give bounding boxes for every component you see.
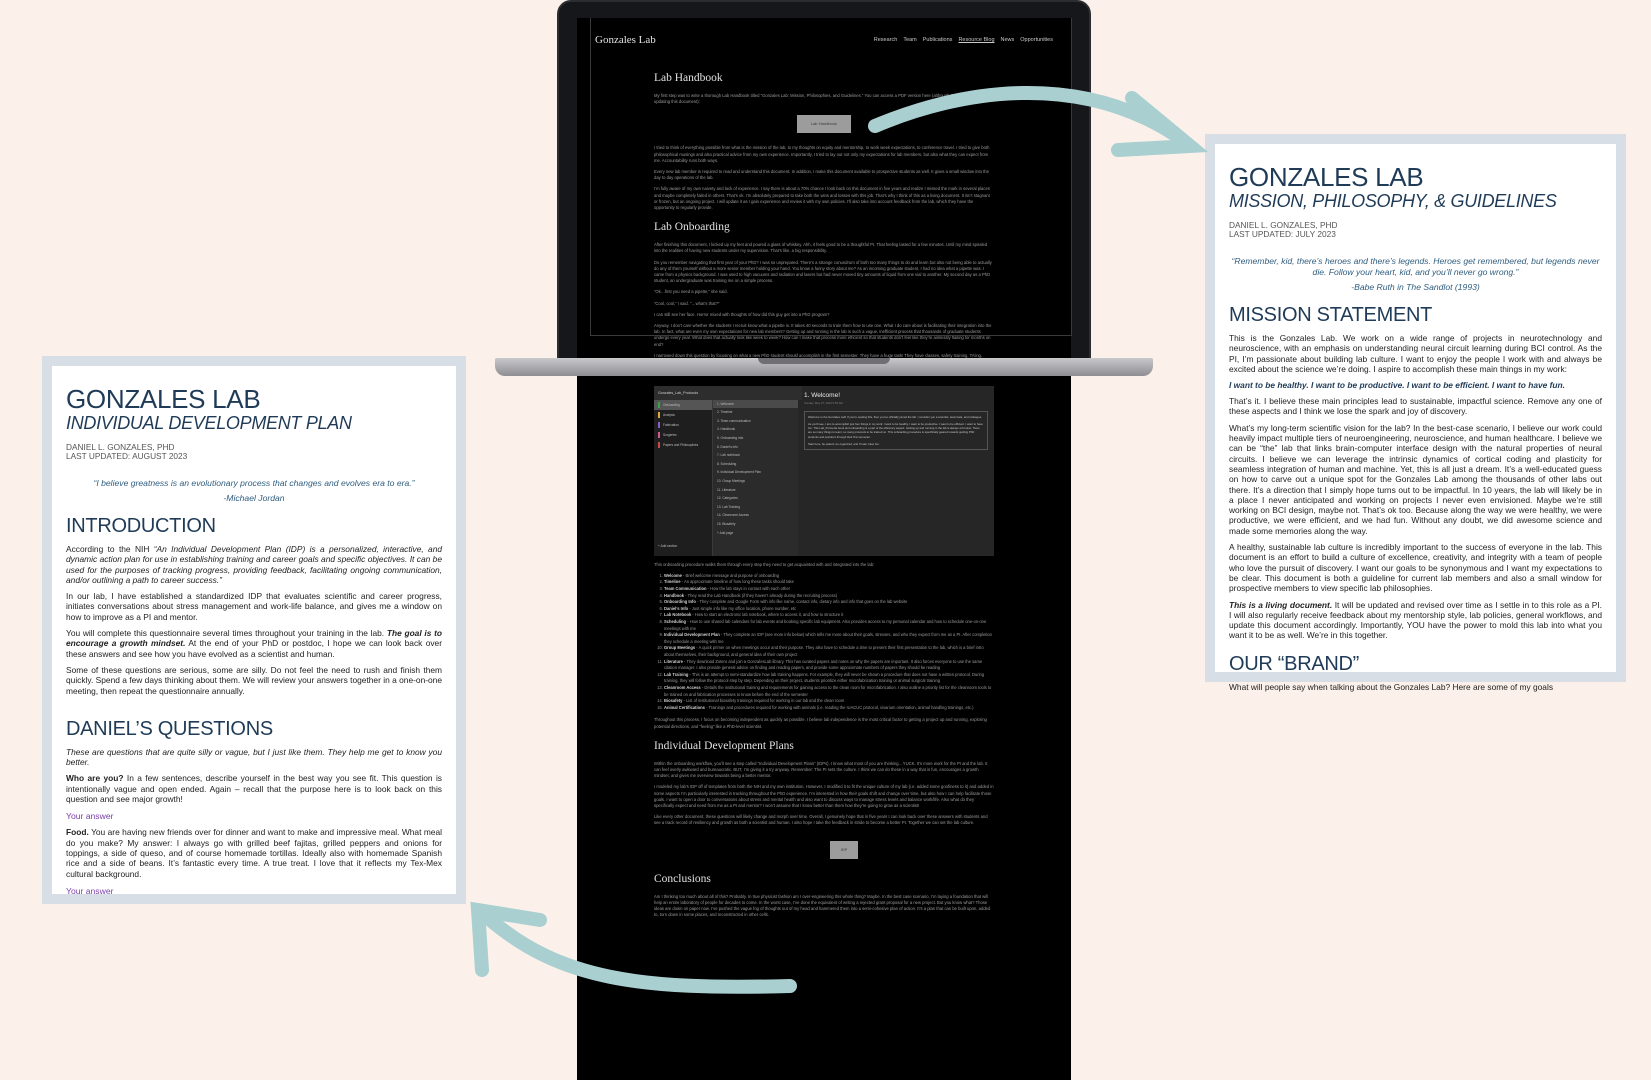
step-name: Daniel’s Info [664, 605, 689, 611]
idp-doc-quote-attribution: -Michael Jordan [223, 493, 285, 503]
dialog-line: “Ok…first you need a pipette,” she said. [654, 289, 728, 295]
nav-opportunities[interactable]: Opportunities [1020, 37, 1053, 43]
idp-doc-title: GONZALES LAB [66, 384, 261, 414]
handbook-paragraph: I’m fully aware of my own naivety and lack of experience. I say there is about a 70% chance I look back on this document in five years and realize I missed the mark in several places and maybe completely failed in others. That’s ok. I’m absolutely prepared to take both the wins and losses with this job. That’s why I think of this as a living document. It isn’t stagnant or frozen, but an ongoing project. I will update it as I gain experience and review it with my own policies. I’ll also take into account feedback from the lab, which they have the opportunity to regularly provide. [654, 186, 990, 211]
intro-p3-tail: At the end of your PhD or postdoc, I hope we can look back over these answers and see how you have evolved as a scientist and human. [66, 638, 442, 659]
step-description: - They complete and Google Form with info like name, contact info, dietary info and info that goes on the lab website [695, 599, 908, 605]
handbook-paragraph: Every new lab member is required to read and understand this document. In addition, I make this document available to prospective students as well. It gives a small window into the day to day operations of the lab. [654, 169, 989, 181]
handbook-doc-subtitle: MISSION, PHILOSOPHY, & GUIDELINES [1229, 191, 1557, 211]
section-label: Surgeries [663, 432, 677, 437]
page-item[interactable]: 13. Lab Training [717, 504, 740, 509]
nav-resource-blog[interactable]: Resource Blog [958, 37, 995, 43]
nav-research[interactable]: Research [873, 37, 898, 43]
step-description: - List of institutional biosafety trainings required for working in our lab and the clean room [682, 698, 845, 704]
step-description: - Details the institutional training and requirements for gaining access to the clean room for microfabrication. I also outline a priority list for the cleanroom tools to be trained on and fabrication processes to know before the end of the semester [664, 684, 992, 697]
step-description: - Trainings and procedures required for working with animals (i.e. reading the IUACUC protocol, vivarium orientation, animal handling trainings, etc.) [704, 704, 974, 710]
nav-publications[interactable]: Publications [922, 37, 953, 43]
section-label: Fabrication [663, 422, 679, 427]
handbook-doc-title: GONZALES LAB [1229, 162, 1424, 192]
add-page-button[interactable]: + Add page [717, 530, 734, 535]
question-text: You are having new friends over for dinner and want to make and impressive meal. What meal do you make? My answer: I always go with grilled beef fajitas, grilled peppers and onions for toppings, a side of queso, and of course homemade tortillas. Ideally also with homemade Spanish rice and a side of beans. It’s fantastic every time. A true treat. I love that it reflects my Tex-Mex cultural background. [66, 827, 442, 879]
page-item[interactable]: 6. Daniel's info [717, 444, 738, 449]
intro-paragraph: Some of these questions are serious, some are silly. Do not feel the need to rush and finish them quickly. Spend a few days thinking about them. We will review your answers together in a one-on-one meeting, then repeat the questionnaire annually. [66, 664, 442, 696]
handbook-doc-updated: LAST UPDATED: JULY 2023 [1229, 229, 1336, 239]
idp-doc-subtitle: INDIVIDUAL DEVELOPMENT PLAN [66, 413, 352, 433]
question-lead: Food. [66, 827, 89, 838]
introduction-heading: INTRODUCTION [66, 515, 216, 537]
handbook-paragraph: I tried to think of everything possible from what is the mission of the lab, to my thoughts on equity and mentorship, to work week expectations, to conference travel. I tried to give both philosophical musings and also practical advice from my own experience. Importantly, I tried to lay out not only my expectations for lab members, but also what they can expect from me. Accountability runs both ways. [654, 145, 990, 163]
notebook-paragraph: As you’ll see, I aim to accomplish just four things in my work: I want to be healthy. I want to be productive. I want to be efficient. I want to have fun. This Lab_Protocols book and onboarding is a part of the efficiency aspect. Getting up and running in the lab is always a bit slow. There are so many things to learn; so many protocols to be trained on. This onboarding procedure is specifically geared towards guiding PhD students and postdocs through their first semester. [808, 421, 983, 439]
mission-paragraph: What’s my long-term scientific vision for the lab? In the best-case scenario, I believe our work could heavily impact multiple tiers of neuroengineering, neuroscience, and human healthcare. I believe we can be “the” lab that links brain-computer interface design with the natural properties of neural circuits. I believe we can leverage the intrinsic dynamics of cortical coding and plasticity for seamless integration of human and machine. Yet, this is all just a dream. It’s a well-educated guess on how to carve out a unique spot for the Gonzales Lab among the thousands of other labs out there. It’s a direction that I simply hope turns out to be impactful. In 10 years, the lab will likely be in a place I never anticipated and working on projects I never even envisioned. Maybe we’re still working on BCI design, maybe not. That’s ok too. Because along the way we were healthy, we were productive, we were efficient, and we had fun. Without any doubt, we did awesome science and made some memories along the way. [1229, 422, 1602, 536]
step-name: Handbook [664, 592, 685, 598]
intro-p3-lead: You will complete this questionnaire several times throughout your training in the lab. [66, 628, 387, 639]
living-document-text: It will be updated and revised over time as I settle in to this role as a PI. I will also regularly receive feedback about my mentorship style, lab policies, general workflows, and update this document accordingly. Importantly, YOU have the power to mold this lab into what you want it to be as well. We’re in this together. [1229, 599, 1602, 641]
page-item[interactable]: 12. Categories [717, 496, 738, 501]
conclusions-paragraph: Am I thinking too much about all of this? Probably. In true physicist fashion am I over-engineering this whole thing? Maybe. In the best case scenario, I’m laying a foundation that will help an entire laboratory of people for decades to come. In the worst case, I’ve done the equivalent of writing a rejected grant proposal for a new project. But you know what? Those ideas are down on paper now. I’ve pushed the vague fog of thoughts out of my head and hammered them into a semi-cohesive plan of action. It’s a plan that can be built upon, added to, torn down in some places, and reconstructed in other cells. [654, 893, 991, 918]
idp-doc-updated: LAST UPDATED: AUGUST 2023 [66, 451, 188, 461]
page-item[interactable]: 5. Onboarding info [717, 436, 744, 441]
onboarding-paragraph: After finishing this document, I kicked up my feet and poured a glass of whiskey. Ahh, it feels good to be a thoughtful PI. That feeling lasted for a few minutes. Until my mind spiraled into the realities of having new students under my supervision. That’s like, a big responsibility. [654, 242, 988, 254]
step-description: - How to start an electronic lab notebook, where to access it, and how to structure it [691, 612, 844, 618]
brand-paragraph: What will people say when talking about the Gonzales Lab? Here are some of my goals [1229, 681, 1554, 692]
section-label: Onboarding [663, 402, 680, 407]
step-description: - They complete an IDP (see more info below) which tells me more about their goals, stresses, and who they expect from me as a PI. After completion they schedule a meeting with me [664, 632, 992, 644]
onboarding-paragraph: I narrowed down this question by focusing on what a new PhD student should accomplish in the first semester. They have a huge task! They have classes, safety training, TA’ing, [654, 352, 983, 358]
notebook-paragraph: Welcome to the Gonzales Lab! If you’re reading this, then you’ve officially joined the lab. I consider you a scientist, teammate, and colleague. [808, 414, 983, 419]
mission-paragraph: A healthy, sustainable lab culture is incredibly important to the success of everyone in the lab. This document is an effort to build a culture of excellence, creativity, and integrity with a team of people who love the pursuit of discovery. I want our goals to be synonymous and I want my expectations to be clear. This document is both a guideline for current lab members and also a small window for prospective members to view specific lab philosophies. [1229, 542, 1602, 594]
page-item[interactable]: 7. Lab notebook [717, 453, 740, 458]
question-text: In a few sentences, describe yourself in the best way you see fit. This question is intentionally vague and open ended. Again – recall that the purpose here is to look back on this question and see major growth! [66, 773, 442, 805]
mission-statement-heading: MISSION STATEMENT [1229, 304, 1433, 326]
questions-intro: These are questions that are quite silly or vague, but I just like them. They help me get to know you better. [66, 746, 442, 768]
add-section-button[interactable]: + Add section [658, 543, 678, 548]
step-name: Onboarding Info [664, 599, 696, 605]
heading-lab-onboarding: Lab Onboarding [654, 221, 730, 234]
heading-conclusions: Conclusions [654, 872, 711, 885]
step-name: Scheduling [664, 619, 687, 625]
site-brand[interactable]: Gonzales Lab [595, 34, 656, 46]
answer-field[interactable]: Your answer [66, 885, 114, 896]
page-item[interactable]: 3. Team communication [717, 418, 751, 423]
steps-outro: Throughout this process, I focus on becoming independent as quickly as possible. I believe lab independence is the most critical factor to getting a project up and running, exploring potential directions, and “feeling” like a PhD-level scientist. [654, 717, 987, 729]
steps-intro: This onboarding procedure walks them through every step they need to get acquainted with and integrated into the lab: [654, 561, 875, 567]
mission-emphasis: I want to be healthy. I want to be productive. I want to be efficient. I want to have fun. [1229, 380, 1565, 391]
step-name: Lab Notebook [664, 612, 692, 618]
idp-paragraph: Like every other document, these questions will likely change and morph over time. Overall, I genuinely hope that in five years I can look back over these answers with students and see a track record of resiliency and growth as both a scientist and human. I also hope I take the feedback in stride to become a better PI. Together we can set the lab culture. [654, 814, 988, 826]
idp-button[interactable]: IDP [830, 841, 858, 859]
page-item[interactable]: 15. Biosafety [717, 522, 736, 526]
step-description: - This is an attempt to semi-standardize how lab training happens. For example, they will never be shown a procedure that does not have a written protocol. During training, they will follow the protocol step by step. Depending on their project, students prioritize either microfabrication training or animal surgical training [664, 671, 985, 684]
section-label: Analysis [663, 412, 675, 417]
intro-lead: According to the NIH [66, 544, 154, 554]
lab-handbook-button[interactable]: Lab Handbook [797, 115, 851, 133]
page-item[interactable]: 9. Individual Development Plan [717, 470, 761, 475]
step-name: Cleanroom Access [664, 684, 701, 690]
step-description: - A quick primer on when meetings occur and their purpose. They also have to schedule a time to present their first presentation to the lab, which is a brief intro about themselves, their background, and general idea of their own project [664, 645, 984, 658]
step-name: Lab Training [664, 671, 689, 677]
step-name: Literature [664, 658, 683, 664]
page-item[interactable]: 4. Handbook [717, 427, 736, 432]
step-name: Individual Development Plan [664, 632, 720, 638]
step-name: Team Communication [664, 586, 707, 592]
growth-mindset-goal: The goal is to encourage a growth mindset. [66, 628, 442, 649]
page-item[interactable]: 11. Literature [717, 487, 736, 492]
mission-paragraph: That’s it. I believe these main principles lead to sustainable, impactful science. Remove any one of these aspects and I think we lose the spark and joy of discovery. [1229, 396, 1602, 417]
notebook-name[interactable]: Gonzales_Lab_Protocols [658, 390, 699, 395]
step-name: Welcome [664, 572, 682, 578]
questions-heading: DANIEL’S QUESTIONS [66, 717, 273, 740]
onboarding-paragraph: Do you remember navigating that first year of your PhD? I was so unprepared. There’s a strange conundrum of both too many things to do and learn but also not being able to actually do any of them yourself without a more senior member holding your hand. You know a funny story about me? As an incoming graduate student, I had no idea what a pipette was. I came from a physics background. I was used to high vacuums and radiation and lasers but had never moved tiny amounts of liquid from one vial to another. My second day as a PhD student, an undergraduate was training me on a simple process. [654, 259, 992, 284]
step-name: Timeline [664, 579, 681, 585]
nav-news[interactable]: News [1000, 37, 1015, 43]
handbook-intro: My first step was to write a thorough Lab Handbook titled “Gonzales Lab: Mission, Philosophies, and Guidelines.” You can access a PDF version here (although I’m continually updating this document): [654, 93, 978, 105]
nih-quote: “An Individual Development Plan (IDP) is a personalized, interactive, and dynamic action plan for use in establishing training and career goals and specific objectives. It can be used for the purposes of tracking progress, providing feedback, facilitating ongoing communication, and/or outlining a path to career success.” [66, 544, 443, 585]
page-item[interactable]: 14. Cleanroom Access [717, 513, 749, 518]
page-item[interactable]: 10. Group Meetings [717, 479, 745, 484]
living-document-lead: This is a living document. [1229, 599, 1333, 610]
step-description: - They download Zotero and join a GonzalesLab library. This has curated papers and notes on why the papers are important. It also forces everyone to use the same citation manager. I also provide general advice on finding and reading papers, and provide some approximate numbers of papers they should be reading [664, 658, 983, 671]
page-item[interactable]: 2. Timeline [717, 410, 733, 415]
brand-heading: OUR “BRAND” [1229, 652, 1360, 675]
handbook-doc-author: DANIEL L. GONZALES, PHD [1229, 220, 1338, 230]
step-name: Group Meetings [664, 645, 696, 651]
handbook-doc-quote-attribution: -Babe Ruth in The Sandlot (1993) [1351, 282, 1480, 292]
idp-doc-quote: “I believe greatness is an evolutionary process that changes and evolves era to era.” [93, 478, 415, 488]
step-description: - How to use shared lab calendars for lab events and booking specific lab equipment. Also provides access to my personal calendar and how to schedule one-on-one meetings with me [664, 619, 987, 631]
onboarding-paragraph: Anyway, I don’t care whether the students I recruit know what a pipette is. It takes 40 seconds to train them how to use one. What I do care about is facilitating their integration into the lab. In fact, what are even my own expectations for new lab members? Getting up and running in the lab is such a vague, inefficient process that thousands of graduate students undergo every year. What does that actually look like week to week? How can I make that process more efficient so that students don’t feel like they’re aimlessly flailing for months on end? [654, 323, 992, 347]
idp-doc-author: DANIEL L. GONZALES, PHD [66, 442, 175, 452]
step-description: - Brief welcome message and purpose of onboarding [681, 572, 780, 578]
page-item[interactable]: 1. Welcome [713, 400, 798, 409]
page-item[interactable]: 8. Scheduling [717, 461, 737, 466]
step-description: - An approximate timeline of how long these tasks should take [680, 579, 794, 585]
step-description: - They read the Lab Handbook (if they haven’t already during the recruiting process) [684, 592, 838, 598]
answer-field[interactable]: Your answer [66, 811, 114, 822]
heading-idp: Individual Development Plans [654, 739, 794, 752]
nav-team[interactable]: Team [903, 37, 917, 43]
step-name: Animal Certifications [664, 704, 705, 710]
question-lead: Who are you? [66, 773, 124, 784]
step-name: Biosafety [664, 698, 683, 704]
idp-paragraph: Within the onboarding workflow, you’ll see a step called “Individual Development Plans” (IDPs). I know what most of you are thinking…YUCK. It’s more work for the PI and the lab. It can feel overly awkward and bureaucratic. BUT, I’m giving it a try anyway. Remember: The PI sets the culture. I think we can do these in a way that is fun, encourages a growth mindset, and gives me overview towards being a better mentor. [654, 760, 988, 779]
heading-lab-handbook: Lab Handbook [654, 72, 723, 84]
notebook-paragraph: Start here, be patient, be organized, and I’ll ask, have fun. [808, 441, 880, 446]
step-description: - Just simple info like my office location, phone number, etc [688, 605, 797, 611]
mission-paragraph: This is the Gonzales Lab. We work on a wide range of projects in neurotechnology and neuroscience, with an emphasis on understanding neural circuit learning during BCI control. As the PI, I’m passionate about building lab culture. I want to enjoy the people I work with and always be excited about the science we’re doing. I aspire to accomplish these main things in my work: [1229, 333, 1602, 374]
idp-paragraph: I modeled my lab’s IDP off of templates from both the NIH and my own institution. However, I modified it to fit the unique culture of my lab (i.e. added some goofiness to it) and added in some aspects I’m particularly interested in tracking throughout the PhD experience. I’m interested in how their goals shift and change over time, but also how I can help facilitate those goals. I want to open a door to conversations about stress and mental health and also want to discuss ways to manage stress levels and balance work/life. Also what do they specifically expect and need from me as a PI and mentor? I won’t assume that I know better than them how they’re going to grow as a scientist! [654, 784, 994, 808]
notebook-page-date: Sunday, May 07, 2023 5:56 AM [804, 400, 843, 405]
intro-paragraph: In our lab, I have established a standardized IDP that evaluates scientific and career progress, initiates conversations about stress management and work-life balance, and gives me a window on how to improve as a PI and mentor. [66, 591, 442, 622]
section-label: Papers and Philosophies [663, 442, 699, 447]
arrow-to-idp [488, 918, 790, 987]
dialog-line: I can still see her face. Horror mixed with thoughts of how did this guy get into a PhD program? [654, 311, 830, 317]
dialog-line: “Cool, cool,” I said. “…what’s that?” [654, 300, 720, 306]
notebook-page-title: 1. Welcome! [804, 391, 841, 399]
step-description: - How the lab stays in contact with each other [706, 586, 790, 592]
handbook-doc-quote: “Remember, kid, there’s heroes and there’s legends. Heroes get remembered, but legends never die. Follow your heart, kid, and you’ll never go wrong.” [1231, 256, 1600, 277]
